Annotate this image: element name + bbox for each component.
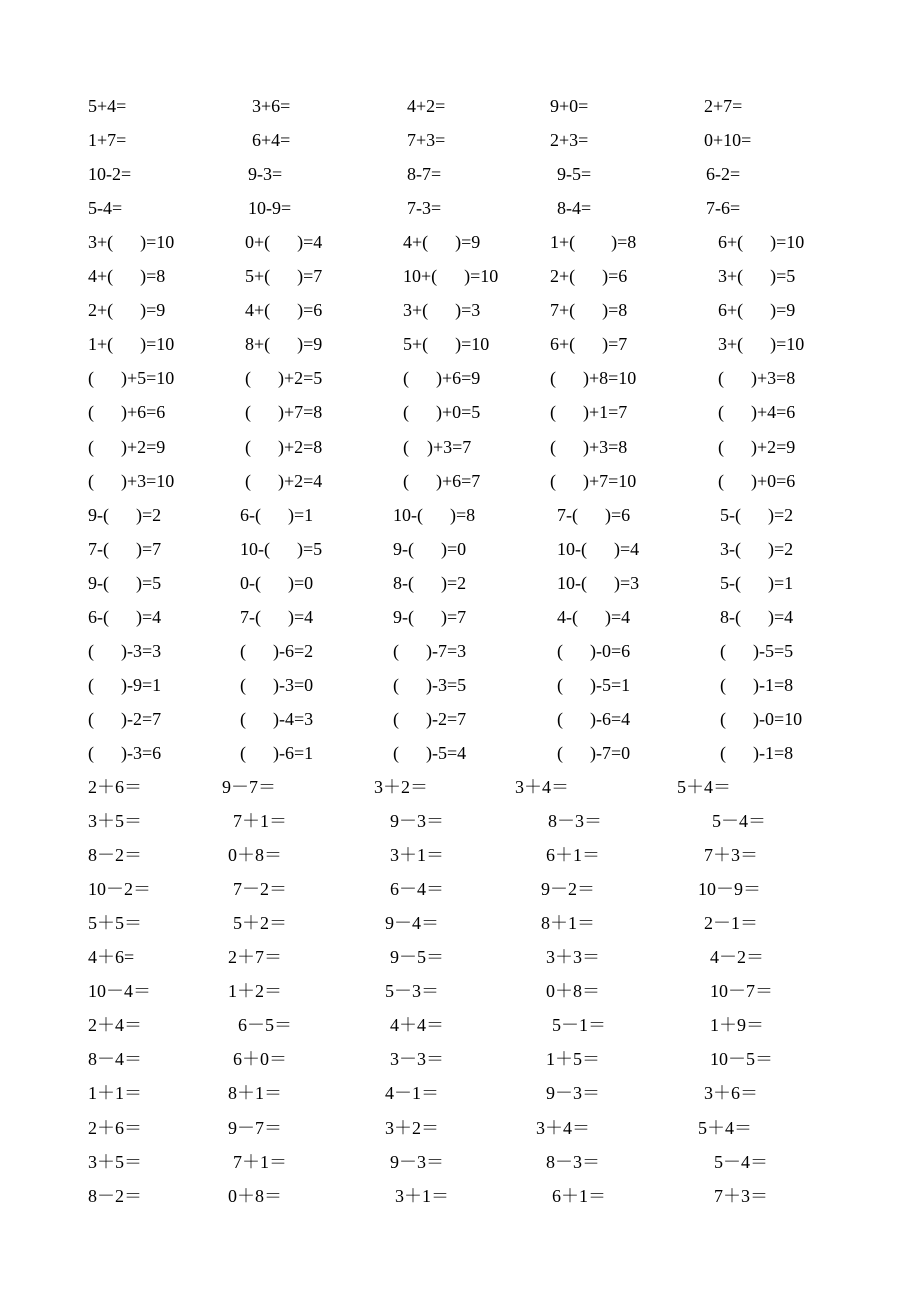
math-problem: 4＋4＝ bbox=[390, 1015, 444, 1036]
problem-row bbox=[0, 403, 920, 437]
math-problem: 3+( )=5 bbox=[718, 266, 796, 287]
math-problem: 9-3= bbox=[248, 164, 283, 185]
problem-row bbox=[0, 1119, 920, 1153]
math-problem: 8-7= bbox=[407, 164, 442, 185]
math-problem: 4+( )=8 bbox=[88, 266, 166, 287]
problem-row bbox=[0, 369, 920, 403]
math-problem: 8-4= bbox=[557, 198, 592, 219]
math-problem: 10-( )=5 bbox=[240, 538, 323, 559]
math-problem: 1+( )=8 bbox=[550, 232, 637, 253]
math-problem: 6＋1＝ bbox=[546, 845, 600, 866]
math-problem: 2－1＝ bbox=[704, 913, 758, 934]
math-problem: 3＋6＝ bbox=[704, 1083, 758, 1104]
math-problem: 0+( )=4 bbox=[245, 232, 323, 253]
math-problem: 3＋4＝ bbox=[536, 1117, 590, 1138]
math-problem: 7－2＝ bbox=[233, 879, 287, 900]
math-problem: 7＋1＝ bbox=[233, 811, 287, 831]
problem-row bbox=[0, 540, 920, 574]
math-problem: 4－1＝ bbox=[385, 1083, 439, 1104]
math-problem: 5＋2＝ bbox=[233, 913, 287, 934]
math-problem: 2＋4＝ bbox=[88, 1015, 142, 1036]
problem-row bbox=[0, 301, 920, 335]
math-problem: 4+2= bbox=[407, 96, 446, 116]
math-problem: 10-9= bbox=[248, 198, 292, 219]
math-problem: ( )-2=7 bbox=[88, 708, 162, 729]
math-problem: 6+( )=10 bbox=[718, 232, 805, 253]
math-problem: 5＋4＝ bbox=[698, 1117, 752, 1138]
math-problem: 7＋3＝ bbox=[714, 1185, 768, 1206]
math-problem: ( )-6=2 bbox=[240, 640, 314, 661]
math-problem: 9－7＝ bbox=[222, 777, 276, 797]
math-problem: 5＋5＝ bbox=[88, 913, 142, 934]
math-problem: 0＋8＝ bbox=[546, 981, 600, 1002]
math-problem: 9-( )=7 bbox=[393, 606, 467, 627]
math-problem: ( )-5=4 bbox=[393, 742, 467, 763]
math-problem: ( )+4=6 bbox=[718, 402, 796, 423]
math-problem: 3+( )=10 bbox=[718, 334, 805, 355]
math-problem: ( )+7=10 bbox=[550, 470, 637, 491]
math-problem: 3＋2＝ bbox=[385, 1117, 439, 1138]
math-problem: 5-4= bbox=[88, 198, 123, 219]
math-problem: ( )+5=10 bbox=[88, 368, 175, 389]
math-problem: 10-( )=4 bbox=[557, 538, 640, 559]
math-problem: 3－3＝ bbox=[390, 1049, 444, 1070]
math-problem: 3＋5＝ bbox=[88, 1151, 142, 1172]
problem-row bbox=[0, 472, 920, 506]
math-problem: ( )+0=5 bbox=[403, 402, 481, 423]
math-problem: 5+( )=10 bbox=[403, 334, 490, 355]
math-problem: ( )-1=8 bbox=[720, 742, 794, 763]
problem-row bbox=[0, 880, 920, 914]
math-problem: 7-( )=4 bbox=[240, 606, 314, 627]
math-problem: 0＋8＝ bbox=[228, 845, 282, 866]
math-problem: ( )+2=8 bbox=[245, 436, 323, 457]
problem-row bbox=[0, 1153, 920, 1187]
problem-row bbox=[0, 846, 920, 880]
math-problem: 6-2= bbox=[706, 164, 741, 185]
math-problem: 8－4＝ bbox=[88, 1049, 142, 1070]
math-problem: ( )-3=6 bbox=[88, 742, 162, 763]
math-problem: 10-( )=3 bbox=[557, 572, 640, 593]
math-problem: 3＋2＝ bbox=[374, 777, 428, 797]
math-problem: ( )+2=9 bbox=[718, 436, 796, 457]
math-problem: 8－3＝ bbox=[546, 1151, 600, 1172]
math-problem: 9-( )=2 bbox=[88, 504, 162, 525]
math-problem: ( )+3=7 bbox=[403, 436, 472, 457]
math-problem: 4-( )=4 bbox=[557, 606, 631, 627]
math-problem: ( )+6=9 bbox=[403, 368, 481, 389]
math-problem: 7-3= bbox=[407, 198, 442, 219]
problem-row bbox=[0, 744, 920, 778]
math-problem: 6－5＝ bbox=[238, 1015, 292, 1036]
math-problem: ( )-5=5 bbox=[720, 640, 794, 661]
problem-row bbox=[0, 812, 920, 846]
math-problem: 7+( )=8 bbox=[550, 300, 628, 321]
math-problem: 0＋8＝ bbox=[228, 1185, 282, 1206]
math-problem: 0-( )=0 bbox=[240, 572, 314, 593]
math-problem: ( )-1=8 bbox=[720, 674, 794, 695]
math-problem: ( )-3=3 bbox=[88, 640, 162, 661]
math-problem: 4＋6= bbox=[88, 947, 135, 968]
math-problem: 3＋1＝ bbox=[390, 845, 444, 866]
math-problem: ( )-5=1 bbox=[557, 674, 631, 695]
math-problem: 9－4＝ bbox=[385, 913, 439, 934]
problem-row bbox=[0, 267, 920, 301]
math-problem: ( )-6=4 bbox=[557, 708, 631, 729]
math-problem: 5-( )=2 bbox=[720, 504, 794, 525]
math-problem: 10+( )=10 bbox=[403, 266, 499, 287]
math-problem: 5－3＝ bbox=[385, 981, 439, 1002]
problem-row bbox=[0, 608, 920, 642]
math-problem: 2＋6＝ bbox=[88, 777, 142, 797]
math-problem: 3+( )=3 bbox=[403, 300, 481, 321]
math-problem: 1＋2＝ bbox=[228, 981, 282, 1002]
math-problem: 9-( )=5 bbox=[88, 572, 162, 593]
math-problem: 2+7= bbox=[704, 96, 743, 116]
math-problem: 1＋1＝ bbox=[88, 1083, 142, 1104]
math-problem: 10－4＝ bbox=[88, 981, 151, 1002]
math-problem: ( )+7=8 bbox=[245, 402, 323, 423]
math-problem: 3＋3＝ bbox=[546, 947, 600, 968]
math-problem: 6＋0＝ bbox=[233, 1049, 287, 1070]
math-problem: ( )+3=10 bbox=[88, 470, 175, 491]
math-problem: ( )-4=3 bbox=[240, 708, 314, 729]
math-problem: 9－3＝ bbox=[390, 1151, 444, 1172]
problem-row bbox=[0, 438, 920, 472]
math-problem: 9-( )=0 bbox=[393, 538, 467, 559]
math-problem: 6+( )=7 bbox=[550, 334, 628, 355]
math-problem: 6+4= bbox=[252, 130, 291, 151]
math-problem: 8-( )=2 bbox=[393, 572, 467, 593]
math-problem: 10-( )=8 bbox=[393, 504, 476, 525]
math-problem: 10－9＝ bbox=[698, 879, 761, 900]
problem-row bbox=[0, 199, 920, 233]
math-problem: 2＋6＝ bbox=[88, 1117, 142, 1138]
math-problem: 10－2＝ bbox=[88, 879, 151, 900]
problem-row bbox=[0, 1084, 920, 1118]
math-problem: 8＋1＝ bbox=[228, 1083, 282, 1104]
math-problem: ( )+2=4 bbox=[245, 470, 323, 491]
math-problem: 6-( )=1 bbox=[240, 504, 314, 525]
math-problem: 3-( )=2 bbox=[720, 538, 794, 559]
math-problem: 3＋5＝ bbox=[88, 811, 142, 831]
problem-row bbox=[0, 982, 920, 1016]
math-problem: 8－3＝ bbox=[548, 811, 602, 831]
math-problem: 2+3= bbox=[550, 130, 589, 151]
problem-row bbox=[0, 1050, 920, 1084]
math-problem: 5－4＝ bbox=[714, 1151, 768, 1172]
math-problem: 3+6= bbox=[252, 96, 291, 116]
math-problem: ( )-7=0 bbox=[557, 742, 631, 763]
math-problem: ( )-0=6 bbox=[557, 640, 631, 661]
math-problem: ( )+1=7 bbox=[550, 402, 628, 423]
math-problem: 7-( )=7 bbox=[88, 538, 162, 559]
math-problem: 9－7＝ bbox=[228, 1117, 282, 1138]
math-problem: ( )+2=9 bbox=[88, 436, 166, 457]
math-problem: 8－2＝ bbox=[88, 1185, 142, 1206]
problem-row bbox=[0, 914, 920, 948]
math-problem: 5＋4＝ bbox=[677, 777, 731, 797]
math-problem: 8－2＝ bbox=[88, 845, 142, 866]
math-problem: 5-( )=1 bbox=[720, 572, 794, 593]
math-problem: 1+7= bbox=[88, 130, 127, 151]
math-problem: ( )-9=1 bbox=[88, 674, 162, 695]
problem-row bbox=[0, 778, 920, 812]
math-problem: 4－2＝ bbox=[710, 947, 764, 968]
math-problem: 7＋3＝ bbox=[704, 845, 758, 866]
math-problem: 1+( )=10 bbox=[88, 334, 175, 355]
problem-row bbox=[0, 1187, 920, 1221]
math-problem: 1＋9＝ bbox=[710, 1015, 764, 1036]
math-problem: 0+10= bbox=[704, 130, 752, 151]
problem-row bbox=[0, 131, 920, 165]
math-problem: 7-( )=6 bbox=[557, 504, 631, 525]
math-problem: 1＋5＝ bbox=[546, 1049, 600, 1070]
math-problem: ( )-0=10 bbox=[720, 708, 803, 729]
math-problem: 9－3＝ bbox=[546, 1083, 600, 1104]
math-problem: 9－3＝ bbox=[390, 811, 444, 831]
math-problem: ( )-7=3 bbox=[393, 640, 467, 661]
math-problem: 4+( )=9 bbox=[403, 232, 481, 253]
math-problem: ( )+3=8 bbox=[718, 368, 796, 389]
math-problem: 2+( )=6 bbox=[550, 266, 628, 287]
math-problem: ( )-2=7 bbox=[393, 708, 467, 729]
math-problem: 2+( )=9 bbox=[88, 300, 166, 321]
math-problem: 5－1＝ bbox=[552, 1015, 606, 1036]
problem-row bbox=[0, 642, 920, 676]
problem-row bbox=[0, 1016, 920, 1050]
math-problem: 6＋1＝ bbox=[552, 1185, 606, 1206]
math-problem: ( )+8=10 bbox=[550, 368, 637, 389]
math-problem: 10-2= bbox=[88, 164, 132, 185]
problem-row bbox=[0, 574, 920, 608]
math-problem: ( )+2=5 bbox=[245, 368, 323, 389]
math-problem: 6-( )=4 bbox=[88, 606, 162, 627]
math-problem: 3+( )=10 bbox=[88, 232, 175, 253]
math-problem: ( )+6=7 bbox=[403, 470, 481, 491]
math-problem: 8+( )=9 bbox=[245, 334, 323, 355]
math-problem: 7+3= bbox=[407, 130, 446, 151]
math-problem: 9-5= bbox=[557, 164, 592, 185]
math-problem: 5－4＝ bbox=[712, 811, 766, 831]
math-problem: ( )-3=5 bbox=[393, 674, 467, 695]
math-problem: 5+4= bbox=[88, 96, 127, 116]
math-problem: 10－5＝ bbox=[710, 1049, 773, 1070]
math-problem: ( )+0=6 bbox=[718, 470, 796, 491]
math-problem: 7-6= bbox=[706, 198, 741, 219]
math-problem: 7＋1＝ bbox=[233, 1151, 287, 1172]
math-problem: 3＋1＝ bbox=[395, 1185, 449, 1206]
problem-row bbox=[0, 710, 920, 744]
math-problem: 10－7＝ bbox=[710, 981, 773, 1002]
math-problem: 3＋4＝ bbox=[515, 777, 569, 797]
problem-row bbox=[0, 233, 920, 267]
math-problem: 8＋1＝ bbox=[541, 913, 595, 934]
math-problem: 6+( )=9 bbox=[718, 300, 796, 321]
math-problem: 9+0= bbox=[550, 96, 589, 116]
problem-row bbox=[0, 165, 920, 199]
math-problem: 5+( )=7 bbox=[245, 266, 323, 287]
math-problem: 9－2＝ bbox=[541, 879, 595, 900]
problem-row bbox=[0, 676, 920, 710]
math-problem: ( )+6=6 bbox=[88, 402, 166, 423]
math-problem: ( )-6=1 bbox=[240, 742, 314, 763]
math-problem: 8-( )=4 bbox=[720, 606, 794, 627]
math-problem: 2＋7＝ bbox=[228, 947, 282, 968]
problem-row bbox=[0, 948, 920, 982]
math-problem: 6－4＝ bbox=[390, 879, 444, 900]
problem-row bbox=[0, 506, 920, 540]
math-problem: ( )+3=8 bbox=[550, 436, 628, 457]
math-problem: 4+( )=6 bbox=[245, 300, 323, 321]
problem-row bbox=[0, 97, 920, 131]
math-problem: ( )-3=0 bbox=[240, 674, 314, 695]
math-problem: 9－5＝ bbox=[390, 947, 444, 968]
problem-row bbox=[0, 335, 920, 369]
